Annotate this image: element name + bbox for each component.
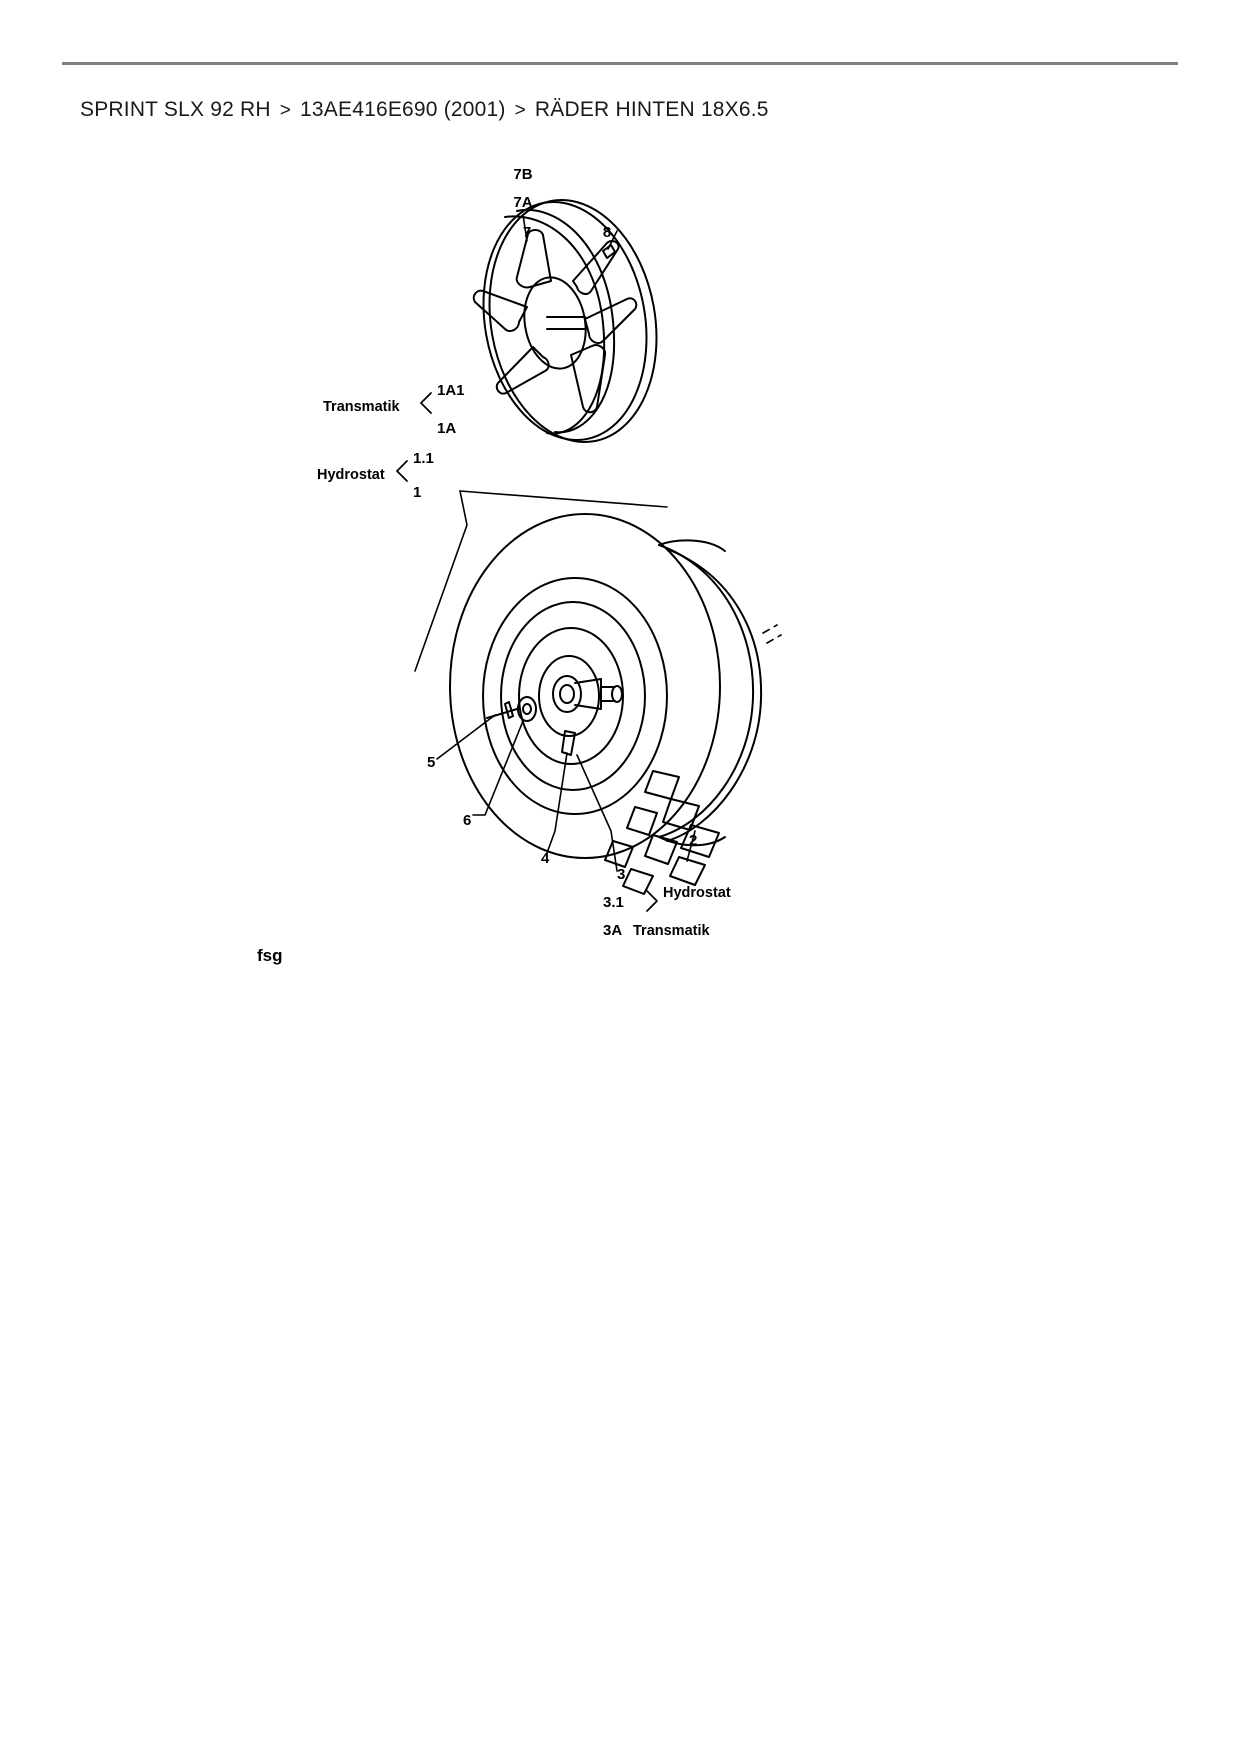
callout-1-1: 1.1 <box>413 450 434 467</box>
callout-3a: 3A <box>603 922 623 939</box>
callout-5: 5 <box>427 754 436 771</box>
tire-assembly-graphic <box>450 514 761 894</box>
callout-8: 8 <box>602 224 612 241</box>
variant-brackets <box>397 393 657 911</box>
callout-3-1: 3.1 <box>603 894 624 911</box>
callout-7: 7 <box>522 224 532 241</box>
parts-diagram-svg <box>255 131 875 961</box>
callout-7b: 7B <box>513 166 533 183</box>
variant-label-hydrostat-right: Hydrostat <box>663 885 731 901</box>
breadcrumb-item-partnumber[interactable]: 13AE416E690 (2001) <box>300 98 506 121</box>
callout-3: 3 <box>617 866 626 883</box>
callout-4: 4 <box>541 850 550 867</box>
wheel-cover-graphic <box>465 187 675 456</box>
parts-diagram <box>255 131 875 961</box>
callout-1: 1 <box>413 484 422 501</box>
header-divider <box>62 62 1178 65</box>
variant-label-hydrostat-left: Hydrostat <box>317 467 385 483</box>
breadcrumb <box>80 98 769 122</box>
variant-label-transmatik-left: Transmatik <box>323 399 400 415</box>
callout-7a: 7A <box>513 194 533 211</box>
breadcrumb-item-assembly[interactable]: RÄDER HINTEN 18X6.5 <box>534 98 769 121</box>
callout-1a1: 1A1 <box>437 382 465 399</box>
callout-6: 6 <box>463 812 472 829</box>
breadcrumb-separator: > <box>279 100 292 121</box>
breadcrumb-item-model[interactable]: SPRINT SLX 92 RH <box>80 98 271 121</box>
callout-2: 2 <box>689 832 698 849</box>
variant-label-transmatik-right: Transmatik <box>633 923 710 939</box>
callout-1a: 1A <box>437 420 457 437</box>
figure-code: fsg <box>257 946 283 965</box>
breadcrumb-separator: > <box>514 100 526 121</box>
